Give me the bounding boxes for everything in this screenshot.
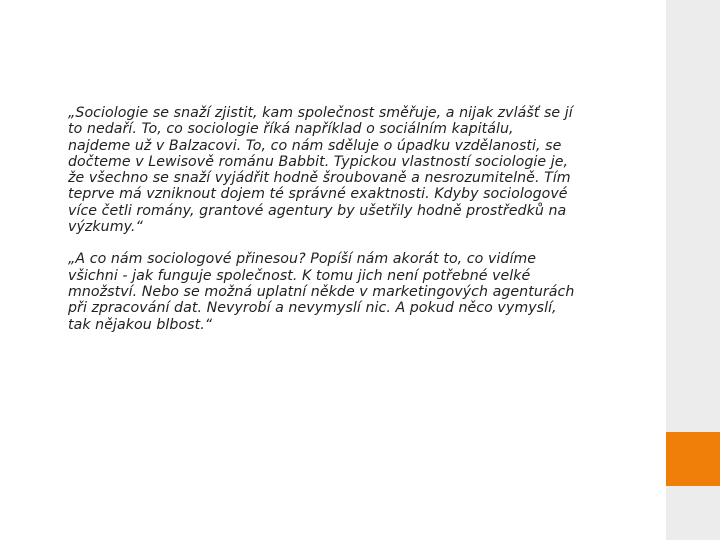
slide-body (68, 105, 628, 333)
sidebar-accent-square (666, 432, 720, 486)
quote-paragraph-2: „A co nám sociologové přinesou? Popíší nám akorát to, co vidíme všichni - jak funguje společnost. K tomu jich není potřebné velké množství. Nebo se možná uplatní někde v marketingových agenturách při zpracování dat. Nevyrobí a nevymyslí nic. A pokud něco vymyslí, tak nějakou blbost.“ (68, 251, 575, 333)
quote-paragraph-1: „Sociologie se snaží zjistit, kam společnost směřuje, a nijak zvlášť se jí to nedaří. To, co sociologie říká například o sociálním kapitálu, najdeme už v Balzacovi. To, co nám sděluje o úpadku vzdělanosti, se dočteme v Lewisově románu Babbit. Typickou vlastností sociologie je, že všechno se snaží vyjádřit hodně šroubovaně a nesrozumitelně. Tím teprve má vzniknout dojem té správné exaktnosti. Kdyby sociologové více četli romány, grantové agentury by ušetřily hodně prostředků na výzkumy.“ (68, 105, 573, 236)
